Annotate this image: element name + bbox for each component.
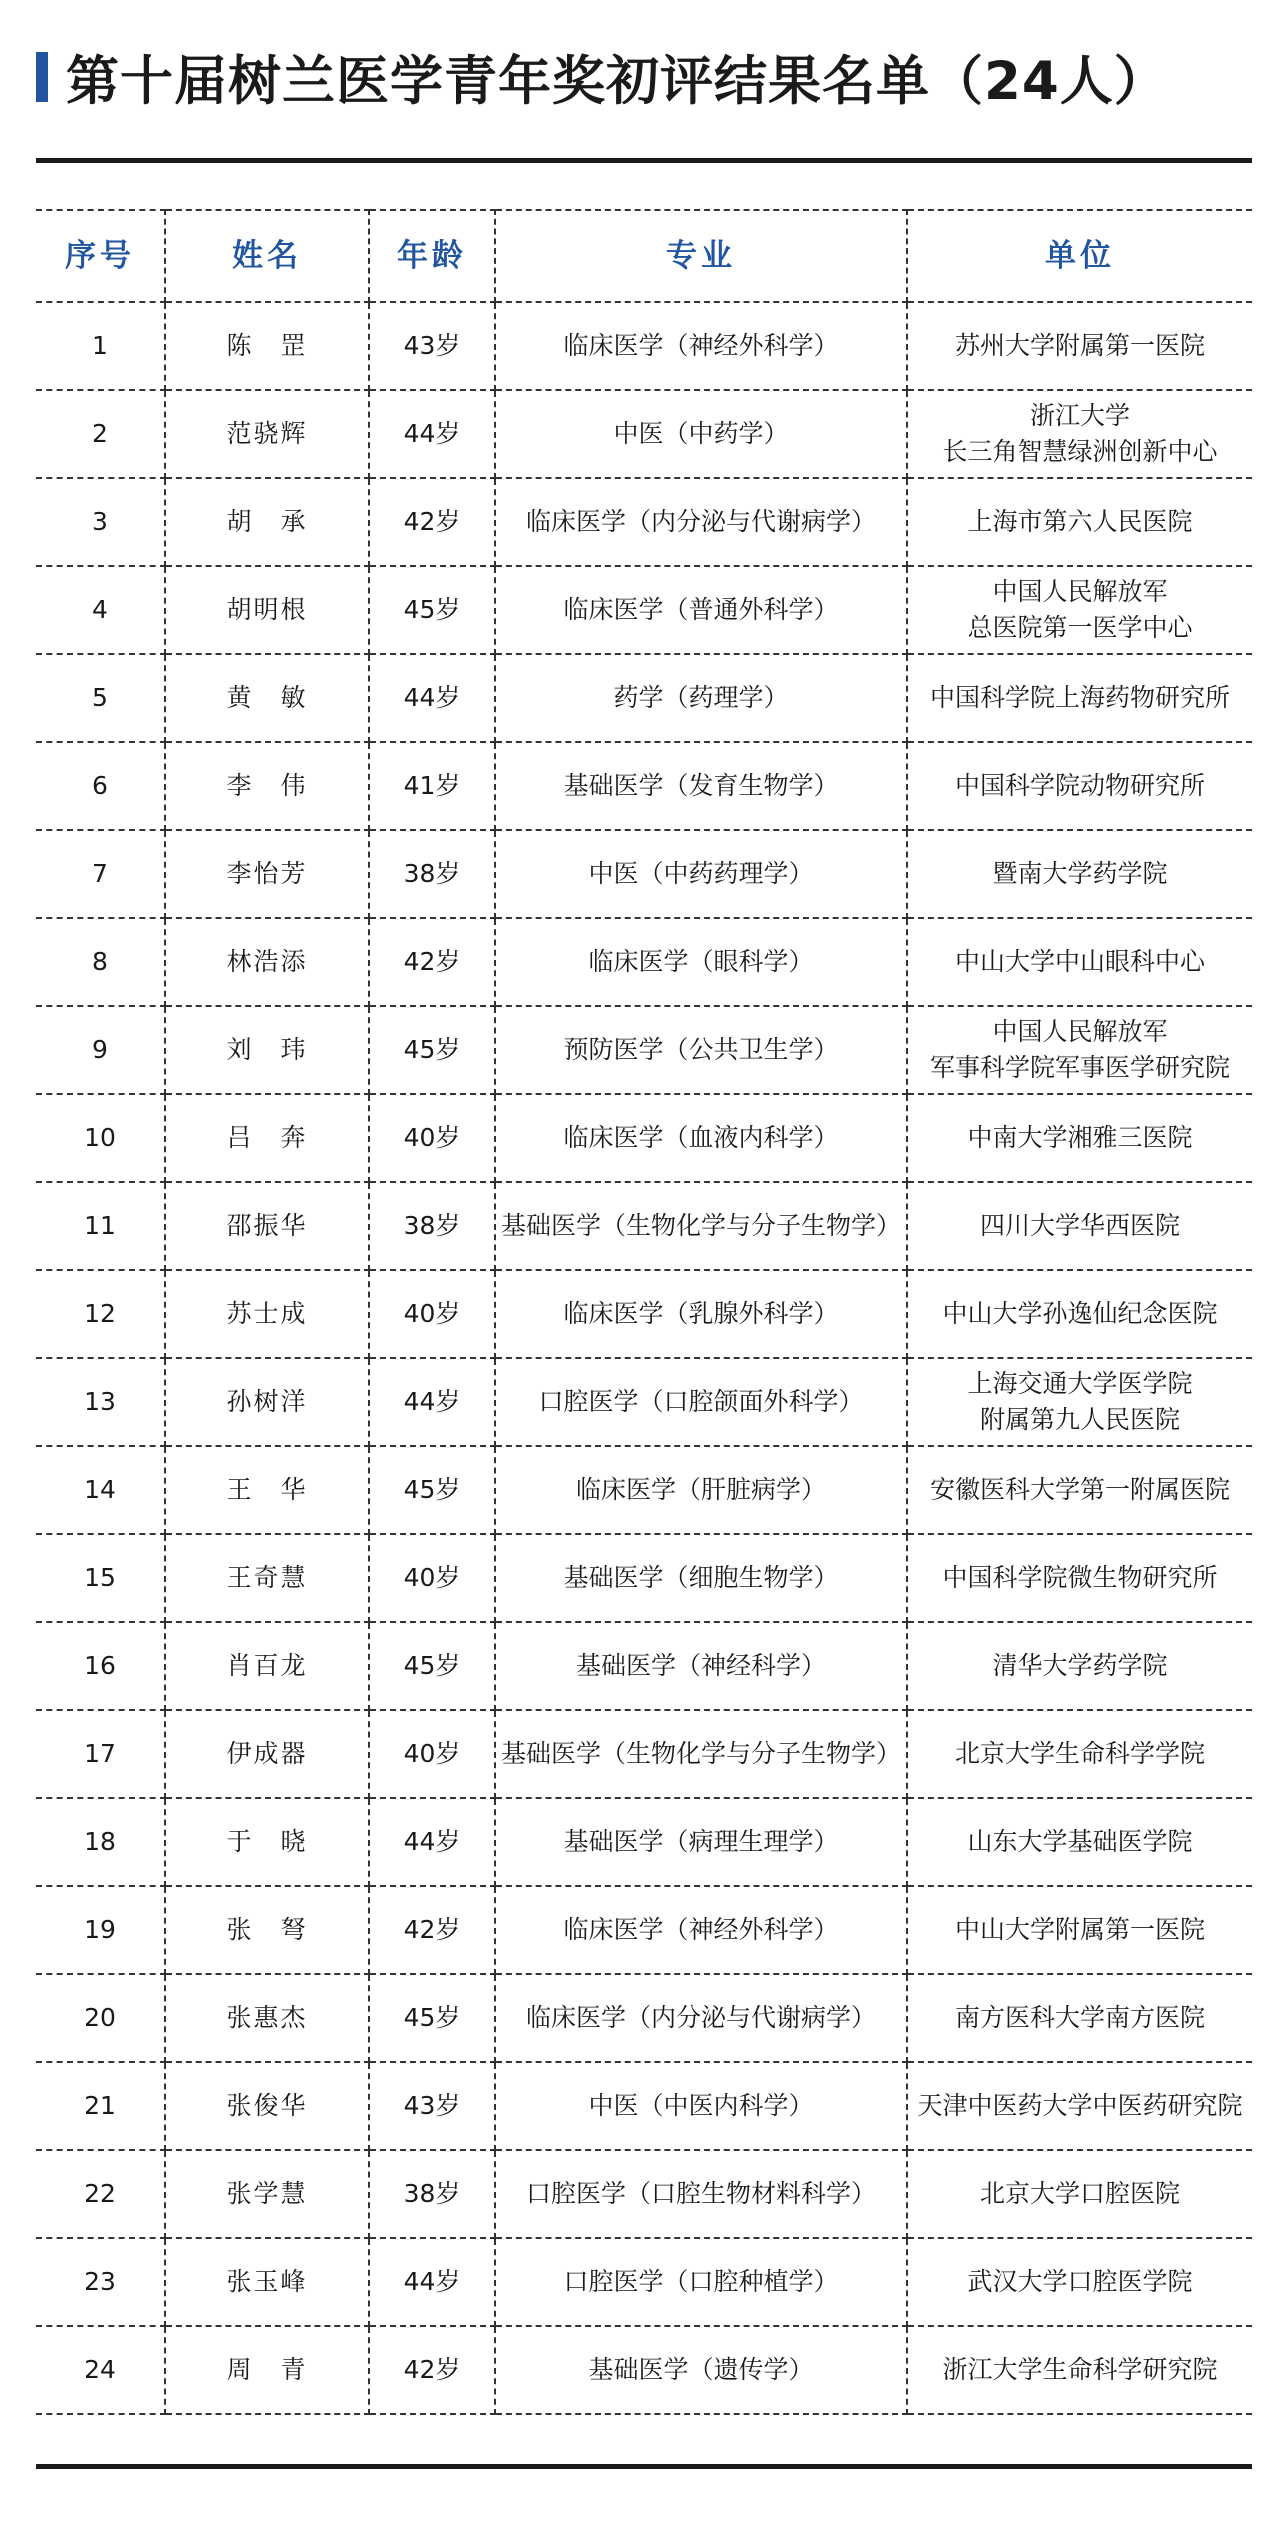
cell-name: 王 华 bbox=[165, 1446, 369, 1534]
table-row bbox=[36, 1798, 1252, 1886]
cell-unit bbox=[907, 390, 1252, 478]
table-row bbox=[36, 2150, 1252, 2238]
unit-line: 北京大学生命科学学院 bbox=[954, 1739, 1205, 1768]
unit-line: 上海市第六人民医院 bbox=[967, 507, 1193, 536]
cell-age: 43岁 bbox=[369, 302, 495, 390]
table-row bbox=[36, 2238, 1252, 2326]
cell-age: 44岁 bbox=[369, 1358, 495, 1446]
table-row bbox=[36, 1094, 1252, 1182]
table-row bbox=[36, 1886, 1252, 1974]
cell-name: 于 晓 bbox=[165, 1798, 369, 1886]
cell-no: 23 bbox=[36, 2238, 165, 2326]
table-row bbox=[36, 1446, 1252, 1534]
cell-unit bbox=[907, 918, 1252, 1006]
cell-unit bbox=[907, 2326, 1252, 2414]
table-row bbox=[36, 742, 1252, 830]
cell-name: 陈 罡 bbox=[165, 302, 369, 390]
unit-line: 长三角智慧绿洲创新中心 bbox=[942, 437, 1218, 466]
cell-no: 8 bbox=[36, 918, 165, 1006]
cell-major: 临床医学（眼科学） bbox=[495, 918, 907, 1006]
unit-line: 武汉大学口腔医学院 bbox=[967, 2267, 1193, 2296]
unit-line: 山东大学基础医学院 bbox=[967, 1827, 1193, 1856]
cell-unit bbox=[907, 2238, 1252, 2326]
cell-unit bbox=[907, 1534, 1252, 1622]
cell-age: 42岁 bbox=[369, 2326, 495, 2414]
table-row bbox=[36, 830, 1252, 918]
cell-unit bbox=[907, 654, 1252, 742]
table-row bbox=[36, 302, 1252, 390]
cell-unit bbox=[907, 2150, 1252, 2238]
table-row bbox=[36, 1622, 1252, 1710]
cell-major: 临床医学（普通外科学） bbox=[495, 566, 907, 654]
unit-line: 北京大学口腔医院 bbox=[979, 2179, 1180, 2208]
cell-major: 中医（中药学） bbox=[495, 390, 907, 478]
cell-name: 林浩添 bbox=[165, 918, 369, 1006]
cell-no: 2 bbox=[36, 390, 165, 478]
cell-age: 40岁 bbox=[369, 1270, 495, 1358]
cell-age: 45岁 bbox=[369, 1446, 495, 1534]
title-accent-bar bbox=[36, 52, 48, 102]
cell-name: 胡 承 bbox=[165, 478, 369, 566]
cell-age: 45岁 bbox=[369, 1622, 495, 1710]
table-row bbox=[36, 478, 1252, 566]
cell-major: 药学（药理学） bbox=[495, 654, 907, 742]
cell-no: 16 bbox=[36, 1622, 165, 1710]
unit-line: 天津中医药大学中医药研究院 bbox=[917, 2091, 1243, 2120]
table-row bbox=[36, 1182, 1252, 1270]
cell-age: 38岁 bbox=[369, 1182, 495, 1270]
page-header bbox=[36, 42, 1168, 112]
unit-line: 中南大学湘雅三医院 bbox=[967, 1123, 1193, 1152]
unit-line: 中国科学院上海药物研究所 bbox=[929, 683, 1230, 712]
unit-line: 苏州大学附属第一医院 bbox=[954, 331, 1205, 360]
table-row bbox=[36, 2326, 1252, 2414]
cell-age: 41岁 bbox=[369, 742, 495, 830]
cell-no: 5 bbox=[36, 654, 165, 742]
unit-line: 暨南大学药学院 bbox=[992, 859, 1168, 888]
cell-major: 基础医学（发育生物学） bbox=[495, 742, 907, 830]
cell-unit bbox=[907, 1886, 1252, 1974]
cell-unit bbox=[907, 1622, 1252, 1710]
table-row bbox=[36, 1006, 1252, 1094]
cell-major: 临床医学（血液内科学） bbox=[495, 1094, 907, 1182]
unit-line: 中国科学院微生物研究所 bbox=[942, 1563, 1218, 1592]
cell-name: 李 伟 bbox=[165, 742, 369, 830]
table-row bbox=[36, 1710, 1252, 1798]
cell-name: 张惠杰 bbox=[165, 1974, 369, 2062]
cell-major: 口腔医学（口腔颌面外科学） bbox=[495, 1358, 907, 1446]
cell-major: 临床医学（神经外科学） bbox=[495, 1886, 907, 1974]
cell-no: 15 bbox=[36, 1534, 165, 1622]
cell-age: 45岁 bbox=[369, 566, 495, 654]
cell-major: 基础医学（细胞生物学） bbox=[495, 1534, 907, 1622]
unit-line: 清华大学药学院 bbox=[992, 1651, 1168, 1680]
cell-major: 口腔医学（口腔生物材料科学） bbox=[495, 2150, 907, 2238]
unit-line: 总医院第一医学中心 bbox=[967, 613, 1193, 642]
cell-no: 22 bbox=[36, 2150, 165, 2238]
cell-age: 42岁 bbox=[369, 478, 495, 566]
cell-unit bbox=[907, 1446, 1252, 1534]
table-header-row bbox=[36, 210, 1252, 302]
cell-no: 4 bbox=[36, 566, 165, 654]
cell-age: 45岁 bbox=[369, 1006, 495, 1094]
cell-age: 38岁 bbox=[369, 2150, 495, 2238]
cell-name: 苏士成 bbox=[165, 1270, 369, 1358]
cell-age: 40岁 bbox=[369, 1710, 495, 1798]
header-age: 年龄 bbox=[369, 210, 495, 302]
cell-name: 邵振华 bbox=[165, 1182, 369, 1270]
cell-unit bbox=[907, 1094, 1252, 1182]
cell-no: 17 bbox=[36, 1710, 165, 1798]
unit-line: 浙江大学生命科学研究院 bbox=[942, 2355, 1218, 2384]
cell-unit bbox=[907, 1358, 1252, 1446]
unit-line: 中山大学中山眼科中心 bbox=[954, 947, 1205, 976]
unit-line: 中山大学附属第一医院 bbox=[954, 1915, 1205, 1944]
table-row bbox=[36, 1270, 1252, 1358]
unit-line: 南方医科大学南方医院 bbox=[954, 2003, 1205, 2032]
cell-major: 中医（中药药理学） bbox=[495, 830, 907, 918]
bottom-divider bbox=[36, 2464, 1252, 2469]
table-row bbox=[36, 390, 1252, 478]
table-row bbox=[36, 2062, 1252, 2150]
cell-age: 44岁 bbox=[369, 1798, 495, 1886]
cell-unit bbox=[907, 566, 1252, 654]
table-row bbox=[36, 1358, 1252, 1446]
cell-age: 44岁 bbox=[369, 2238, 495, 2326]
cell-name: 范骁辉 bbox=[165, 390, 369, 478]
cell-no: 7 bbox=[36, 830, 165, 918]
header-major: 专业 bbox=[495, 210, 907, 302]
top-divider bbox=[36, 158, 1252, 163]
cell-name: 肖百龙 bbox=[165, 1622, 369, 1710]
unit-line: 附属第九人民医院 bbox=[979, 1405, 1180, 1434]
cell-no: 24 bbox=[36, 2326, 165, 2414]
cell-major: 基础医学（生物化学与分子生物学） bbox=[495, 1182, 907, 1270]
table-row bbox=[36, 918, 1252, 1006]
cell-no: 3 bbox=[36, 478, 165, 566]
cell-no: 1 bbox=[36, 302, 165, 390]
header-no: 序号 bbox=[36, 210, 165, 302]
table-body bbox=[36, 302, 1252, 2414]
cell-major: 中医（中医内科学） bbox=[495, 2062, 907, 2150]
cell-unit bbox=[907, 830, 1252, 918]
cell-age: 40岁 bbox=[369, 1534, 495, 1622]
cell-name: 黄 敏 bbox=[165, 654, 369, 742]
cell-no: 21 bbox=[36, 2062, 165, 2150]
cell-name: 周 青 bbox=[165, 2326, 369, 2414]
unit-line: 安徽医科大学第一附属医院 bbox=[929, 1475, 1230, 1504]
cell-age: 40岁 bbox=[369, 1094, 495, 1182]
table-row bbox=[36, 1534, 1252, 1622]
unit-line: 上海交通大学医学院 bbox=[967, 1369, 1193, 1398]
cell-name: 张玉峰 bbox=[165, 2238, 369, 2326]
cell-age: 45岁 bbox=[369, 1974, 495, 2062]
unit-line: 中国科学院动物研究所 bbox=[954, 771, 1205, 800]
cell-no: 19 bbox=[36, 1886, 165, 1974]
cell-age: 43岁 bbox=[369, 2062, 495, 2150]
table-row bbox=[36, 654, 1252, 742]
unit-line: 中国人民解放军 bbox=[992, 1017, 1168, 1046]
cell-no: 20 bbox=[36, 1974, 165, 2062]
cell-name: 胡明根 bbox=[165, 566, 369, 654]
cell-unit bbox=[907, 1182, 1252, 1270]
cell-name: 张俊华 bbox=[165, 2062, 369, 2150]
cell-no: 14 bbox=[36, 1446, 165, 1534]
cell-major: 基础医学（生物化学与分子生物学） bbox=[495, 1710, 907, 1798]
cell-major: 口腔医学（口腔种植学） bbox=[495, 2238, 907, 2326]
cell-major: 基础医学（遗传学） bbox=[495, 2326, 907, 2414]
cell-age: 44岁 bbox=[369, 390, 495, 478]
cell-age: 44岁 bbox=[369, 654, 495, 742]
cell-unit bbox=[907, 1270, 1252, 1358]
cell-name: 王奇慧 bbox=[165, 1534, 369, 1622]
table-row bbox=[36, 1974, 1252, 2062]
cell-no: 11 bbox=[36, 1182, 165, 1270]
cell-age: 42岁 bbox=[369, 918, 495, 1006]
cell-name: 张 弩 bbox=[165, 1886, 369, 1974]
cell-major: 基础医学（神经科学） bbox=[495, 1622, 907, 1710]
cell-unit bbox=[907, 2062, 1252, 2150]
cell-age: 38岁 bbox=[369, 830, 495, 918]
cell-major: 基础医学（病理生理学） bbox=[495, 1798, 907, 1886]
cell-major: 临床医学（肝脏病学） bbox=[495, 1446, 907, 1534]
cell-unit bbox=[907, 1710, 1252, 1798]
unit-line: 中国人民解放军 bbox=[992, 577, 1168, 606]
cell-major: 临床医学（内分泌与代谢病学） bbox=[495, 478, 907, 566]
cell-age: 42岁 bbox=[369, 1886, 495, 1974]
results-table bbox=[36, 209, 1252, 2415]
cell-name: 伊成器 bbox=[165, 1710, 369, 1798]
cell-major: 预防医学（公共卫生学） bbox=[495, 1006, 907, 1094]
cell-no: 10 bbox=[36, 1094, 165, 1182]
unit-line: 浙江大学 bbox=[1029, 401, 1130, 430]
header-name: 姓名 bbox=[165, 210, 369, 302]
cell-name: 李怡芳 bbox=[165, 830, 369, 918]
table-row bbox=[36, 566, 1252, 654]
cell-major: 临床医学（神经外科学） bbox=[495, 302, 907, 390]
unit-line: 中山大学孙逸仙纪念医院 bbox=[942, 1299, 1218, 1328]
cell-name: 刘 玮 bbox=[165, 1006, 369, 1094]
cell-major: 临床医学（内分泌与代谢病学） bbox=[495, 1974, 907, 2062]
cell-unit bbox=[907, 478, 1252, 566]
cell-name: 孙树洋 bbox=[165, 1358, 369, 1446]
cell-unit bbox=[907, 1006, 1252, 1094]
cell-major: 临床医学（乳腺外科学） bbox=[495, 1270, 907, 1358]
cell-unit bbox=[907, 1974, 1252, 2062]
cell-no: 13 bbox=[36, 1358, 165, 1446]
cell-unit bbox=[907, 742, 1252, 830]
cell-no: 6 bbox=[36, 742, 165, 830]
cell-no: 12 bbox=[36, 1270, 165, 1358]
cell-name: 吕 奔 bbox=[165, 1094, 369, 1182]
cell-name: 张学慧 bbox=[165, 2150, 369, 2238]
page-title: 第十届树兰医学青年奖初评结果名单（24人） bbox=[66, 51, 1168, 112]
unit-line: 军事科学院军事医学研究院 bbox=[929, 1053, 1230, 1082]
cell-no: 9 bbox=[36, 1006, 165, 1094]
cell-unit bbox=[907, 302, 1252, 390]
unit-line: 四川大学华西医院 bbox=[979, 1211, 1180, 1240]
cell-no: 18 bbox=[36, 1798, 165, 1886]
cell-unit bbox=[907, 1798, 1252, 1886]
header-unit: 单位 bbox=[907, 210, 1252, 302]
